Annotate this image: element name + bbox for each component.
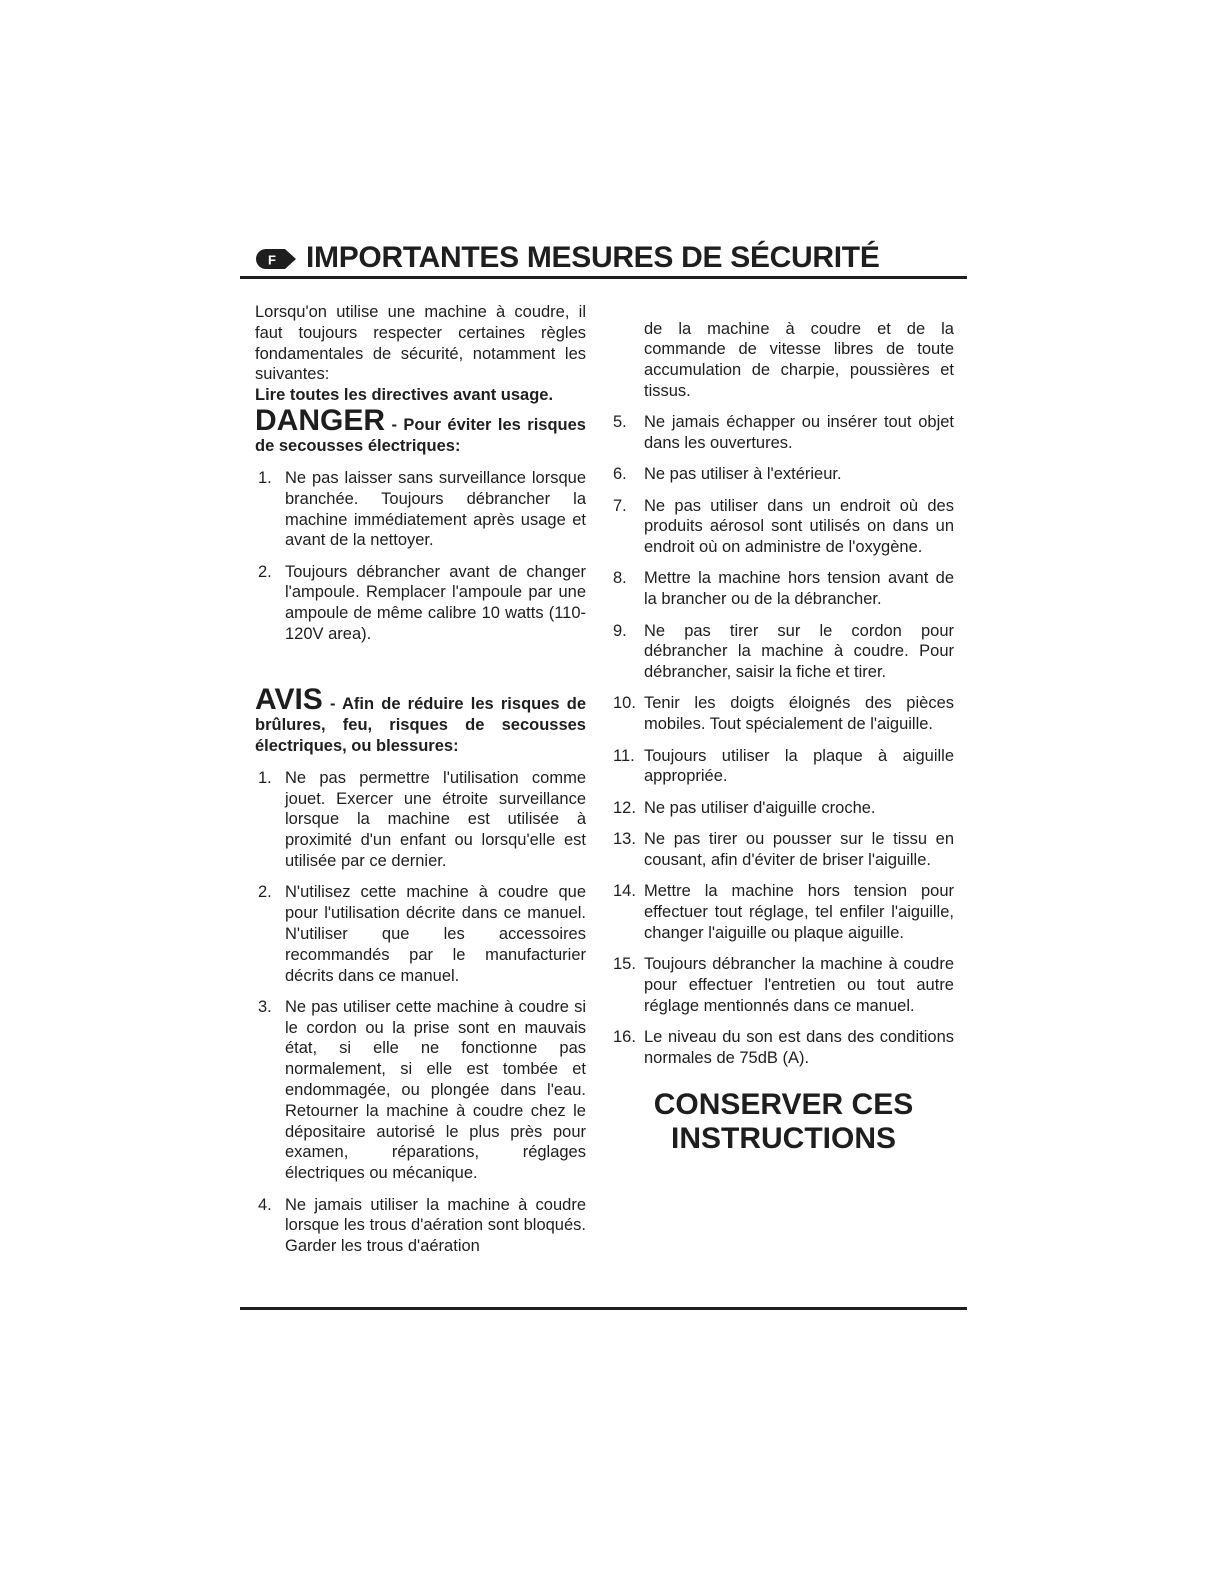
header-divider bbox=[240, 276, 967, 279]
list-item bbox=[613, 568, 954, 610]
item-number: 8. bbox=[613, 569, 627, 588]
list-item bbox=[613, 621, 954, 683]
item-number: 13. bbox=[613, 829, 636, 848]
list-item bbox=[255, 768, 586, 872]
item-number: 1. bbox=[258, 468, 272, 487]
item-text: Ne jamais échapper ou insérer tout objet dans les ouvertures. bbox=[644, 413, 954, 452]
danger-subtitle: - Pour éviter les risques de secousses électriques: bbox=[255, 415, 586, 455]
item-number: 11. bbox=[613, 746, 635, 765]
list-item bbox=[613, 496, 954, 558]
danger-list bbox=[255, 468, 586, 645]
item-number: 3. bbox=[258, 997, 272, 1016]
item-number: 9. bbox=[613, 621, 627, 640]
item-number: 1. bbox=[258, 768, 272, 787]
list-item bbox=[613, 746, 954, 788]
keep-line-2: INSTRUCTIONS bbox=[671, 1122, 896, 1156]
intro-paragraph: Lorsqu'on utilise une machine à coudre, il faut toujours respecter certaines règles fondamentales de sécurité, notamment les suivantes: bbox=[255, 303, 586, 384]
item-number: 2. bbox=[258, 883, 272, 902]
list-item bbox=[613, 412, 954, 454]
danger-heading bbox=[255, 403, 586, 457]
item-text: Le niveau du son est dans des conditions normales de 75dB (A). bbox=[644, 1027, 954, 1067]
keep-line-1: CONSERVER CES bbox=[653, 1088, 914, 1122]
item-text: Toujours débrancher la machine à coudre pour effectuer l'entretien ou tout autre réglage mentionnés dans ce manuel. bbox=[644, 954, 954, 1015]
avis-word: AVIS bbox=[255, 682, 323, 716]
item-text: Mettre la machine hors tension avant de la brancher ou de la débrancher. bbox=[644, 569, 954, 609]
list-item bbox=[613, 798, 954, 819]
avis-list bbox=[255, 768, 586, 1257]
danger-word: DANGER bbox=[255, 403, 386, 437]
list-item bbox=[255, 468, 586, 551]
item-text: Ne jamais utiliser la machine à coudre lorsque les trous d'aération sont bloqués. Garder les trous d'aération bbox=[285, 1195, 586, 1256]
item-text: Tenir les doigts éloignés des pièces mobiles. Tout spécialement de l'aiguille. bbox=[644, 694, 954, 734]
avis-list-continued bbox=[613, 412, 954, 1068]
item-number: 16. bbox=[613, 1027, 636, 1046]
item-text: Toujours utiliser la plaque à aiguille appropriée. bbox=[644, 746, 954, 786]
item-text: Ne pas tirer sur le cordon pour débrancher la machine à coudre. Pour débrancher, saisir la fiche et tirer. bbox=[644, 621, 954, 682]
item-text: Ne pas tirer ou pousser sur le tissu en cousant, afin d'éviter de briser l'aiguille. bbox=[644, 829, 954, 869]
item-text: N'utilisez cette machine à coudre que pour l'utilisation décrite dans ce manuel. N'utiliser que les accessoires recommandés par le manufacturier décrits dans ce manuel. bbox=[285, 883, 586, 985]
page-header bbox=[253, 237, 967, 279]
footer-divider bbox=[240, 1307, 967, 1310]
directive-line: Lire toutes les directives avant usage. bbox=[255, 386, 554, 405]
list-item bbox=[255, 562, 586, 645]
item-number: 14. bbox=[613, 882, 636, 901]
list-item bbox=[255, 882, 586, 986]
item-text: Ne pas utiliser dans un endroit où des produits aérosol sont utilisés on dans un endroit où on administre de l'oxygène. bbox=[644, 496, 954, 557]
item-number: 2. bbox=[258, 562, 272, 581]
avis-subtitle: - Afin de réduire les risques de brûlures, feu, risques de secousses électriques, ou blessures: bbox=[255, 694, 586, 755]
item-text: Ne pas utiliser à l'extérieur. bbox=[644, 465, 842, 484]
keep-instructions-heading bbox=[613, 1088, 954, 1156]
item-text: Ne pas utiliser d'aiguille croche. bbox=[644, 798, 876, 817]
item-number: 10. bbox=[613, 694, 636, 713]
list-item bbox=[613, 954, 954, 1016]
item-text: Ne pas laisser sans surveillance lorsque branchée. Toujours débrancher la machine immédiatement après usage et avant de la nettoyer. bbox=[285, 468, 586, 550]
list-item bbox=[255, 1195, 586, 1257]
right-column bbox=[613, 302, 954, 1156]
page-title: IMPORTANTES MESURES DE SÉCURITÉ bbox=[306, 241, 880, 274]
list-item bbox=[613, 881, 954, 943]
item-text: Ne pas permettre l'utilisation comme jouet. Exercer une étroite surveillance lorsque la machine est utilisée à proximité d'un enfant ou lorsqu'elle est utilisée par ce dernier. bbox=[285, 768, 586, 871]
item-number: 7. bbox=[613, 496, 627, 515]
item-number: 4. bbox=[258, 1195, 272, 1214]
list-item bbox=[613, 693, 954, 735]
language-badge-icon bbox=[255, 248, 297, 270]
list-item bbox=[613, 464, 954, 485]
list-item bbox=[613, 1027, 954, 1069]
list-item bbox=[613, 829, 954, 871]
item-number: 12. bbox=[613, 798, 636, 817]
item-text: Toujours débrancher avant de changer l'ampoule. Remplacer l'ampoule par une ampoule de même calibre 10 watts (110-120V area). bbox=[285, 562, 586, 644]
continued-item-text: de la machine à coudre et de la commande de vitesse libres de toute accumulation de charpie, poussières et tissus. bbox=[644, 319, 954, 400]
left-column bbox=[255, 302, 586, 1267]
item-number: 6. bbox=[613, 465, 627, 484]
item-text: Ne pas utiliser cette machine à coudre si le cordon ou la prise sont en mauvais état, si elle ne fonctionne pas normalement, si elle est tombée et endommagée, ou plongée dans l'eau. Retourner la machine à coudre chez le dépositaire autorisé le plus près pour examen, réparations, réglages électriques ou mécanique. bbox=[285, 997, 586, 1183]
language-badge-letter: F bbox=[268, 252, 276, 268]
item-text: Mettre la machine hors tension pour effectuer tout réglage, tel enfiler l'aiguille, changer l'aiguille ou plaque aiguille. bbox=[644, 882, 954, 942]
item-number: 15. bbox=[613, 954, 636, 973]
item-number: 5. bbox=[613, 413, 627, 432]
list-item bbox=[255, 997, 586, 1184]
avis-heading bbox=[255, 682, 586, 757]
